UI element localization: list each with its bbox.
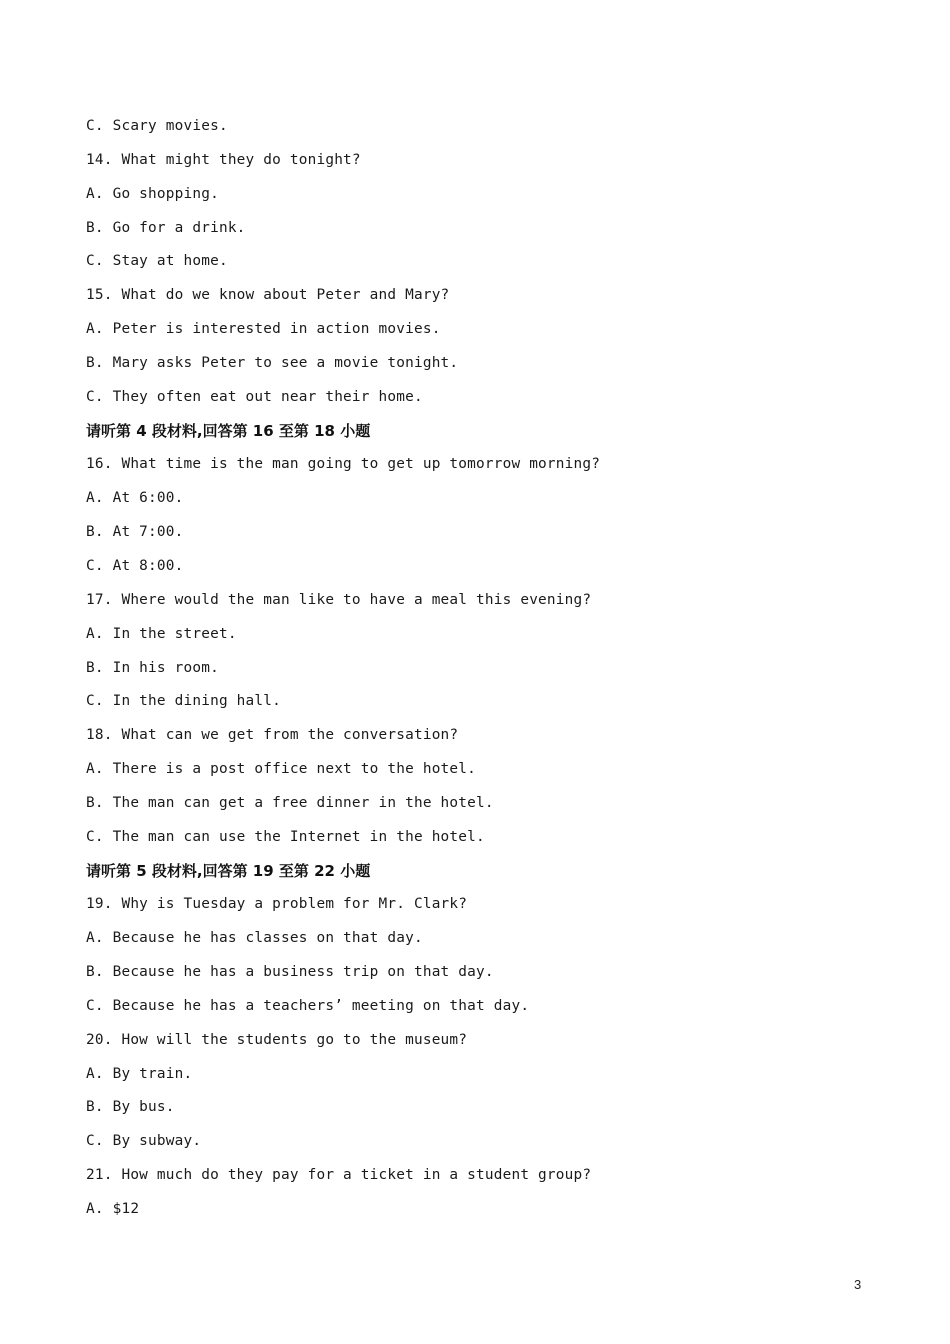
option-line: B. In his room. — [86, 659, 219, 676]
option-line: B. By bus. — [86, 1099, 175, 1116]
question-line: 21. How much do they pay for a ticket in a student group? — [86, 1167, 592, 1184]
option-line: A. Peter is interested in action movies. — [86, 321, 441, 338]
page-content — [86, 115, 866, 1232]
option-line: B. Mary asks Peter to see a movie tonight. — [86, 354, 459, 371]
question-line: 16. What time is the man going to get up tomorrow morning? — [86, 456, 601, 473]
section-heading: 请听第 5 段材料,回答第 19 至第 22 小题 — [86, 861, 371, 880]
question-line: 14. What might they do tonight? — [86, 151, 361, 168]
section-heading: 请听第 4 段材料,回答第 16 至第 18 小题 — [86, 421, 371, 440]
option-line: B. Because he has a business trip on that day. — [86, 964, 494, 981]
page-number: 3 — [854, 1277, 862, 1292]
option-line: C. Scary movies. — [86, 118, 228, 134]
option-line: B. The man can get a free dinner in the hotel. — [86, 794, 494, 811]
option-line: B. At 7:00. — [86, 524, 184, 541]
option-line: C. They often eat out near their home. — [86, 388, 423, 405]
question-line: 18. What can we get from the conversation? — [86, 727, 459, 744]
option-line: C. The man can use the Internet in the hotel. — [86, 828, 485, 845]
question-line: 17. Where would the man like to have a meal this evening? — [86, 591, 592, 608]
option-line: A. Go shopping. — [86, 185, 219, 202]
option-line: B. Go for a drink. — [86, 219, 246, 236]
option-line: A. In the street. — [86, 625, 237, 642]
option-line: C. By subway. — [86, 1133, 202, 1150]
question-line: 20. How will the students go to the museum? — [86, 1031, 468, 1048]
question-line: 19. Why is Tuesday a problem for Mr. Clark? — [86, 896, 468, 913]
option-line: A. By train. — [86, 1065, 193, 1082]
option-line: C. Stay at home. — [86, 253, 228, 270]
option-line: C. Because he has a teachers’ meeting on that day. — [86, 997, 530, 1014]
option-line: A. Because he has classes on that day. — [86, 930, 423, 947]
option-line: C. In the dining hall. — [86, 693, 282, 710]
option-line: A. There is a post office next to the hotel. — [86, 761, 477, 778]
option-line: A. $12 — [86, 1201, 140, 1217]
question-line: 15. What do we know about Peter and Mary? — [86, 287, 450, 304]
option-line: C. At 8:00. — [86, 557, 184, 574]
option-line: A. At 6:00. — [86, 490, 184, 507]
